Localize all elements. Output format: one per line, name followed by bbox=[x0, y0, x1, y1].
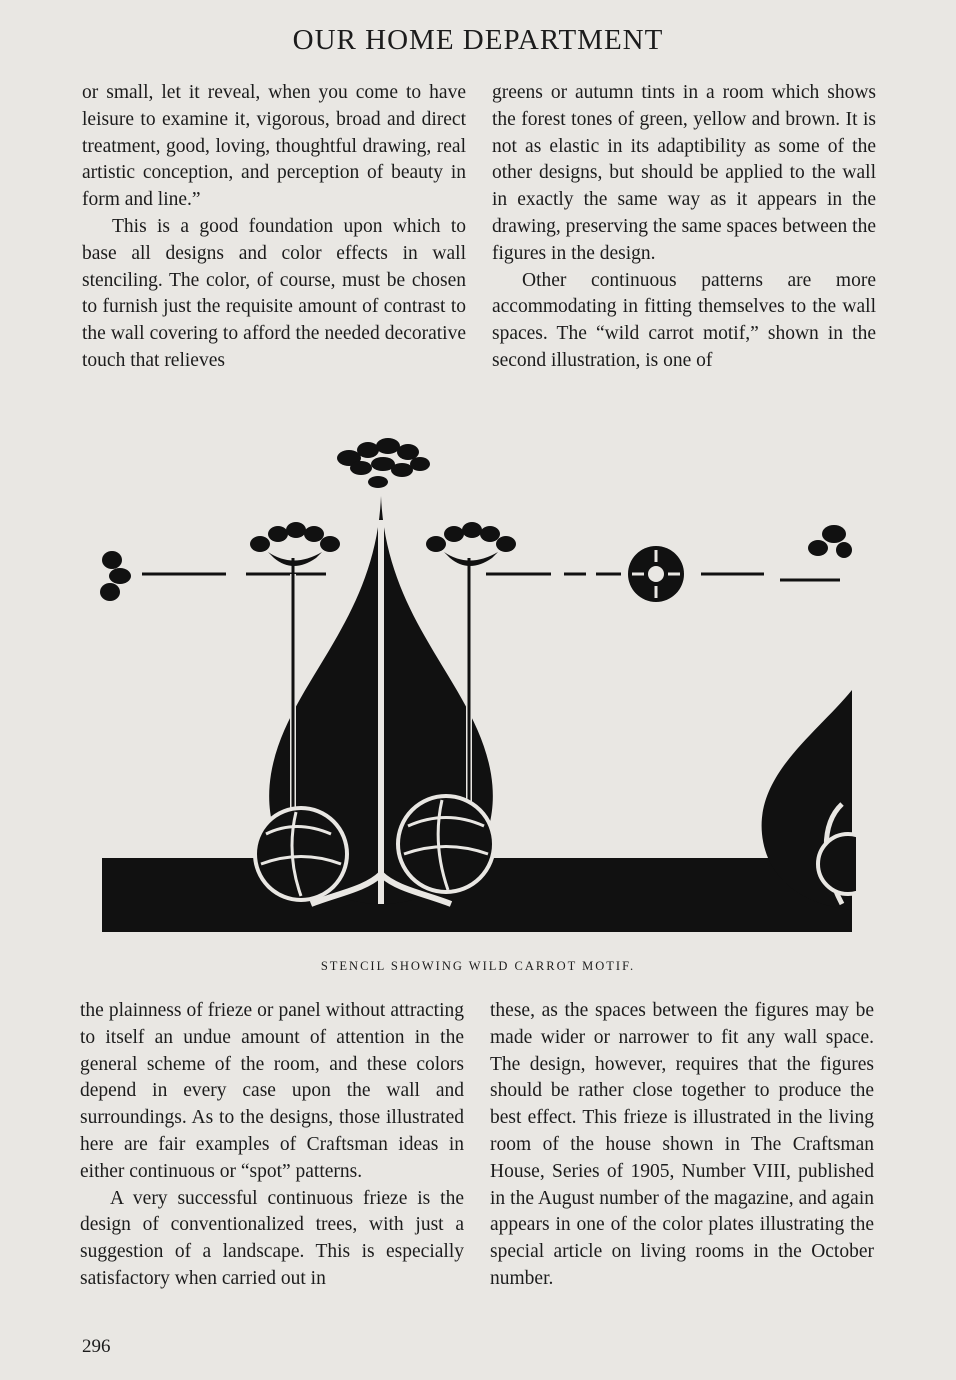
paragraph: or small, let it reveal, when you come to have leisure to examine it, vigorous, broad and direct treatment, good, loving, thoughtful drawing, real artistic conception, and perception of beauty in form and line.” bbox=[82, 82, 466, 211]
stencil-right-flower bbox=[426, 522, 516, 566]
column-bottom-right bbox=[490, 998, 874, 1293]
paragraph: A very successful continuous frieze is the design of conventionalized trees, with just a suggestion of a landscape. This is especially satisfactory when carried out in bbox=[80, 1187, 464, 1289]
paragraph: Other continuous patterns are more accommodating in fitting themselves to the wall spaces. The “wild carrot motif,” shown in the second illustration, is one of bbox=[492, 269, 876, 371]
column-bottom-left bbox=[80, 998, 464, 1293]
stencil-shrub-left bbox=[255, 808, 347, 900]
page-number: 296 bbox=[82, 1336, 111, 1357]
stencil-shrub-right bbox=[398, 796, 494, 892]
figure-caption: STENCIL SHOWING WILD CARROT MOTIF. bbox=[320, 959, 636, 973]
paragraph: these, as the spaces between the figures may be made wider or narrower to fit any wall space. The design, however, requires that the figures should be rather close together to produce the best effect. This frieze is illustrated in the living room of the house shown in The Craftsman House, Series of 1905, Number VIII, published in the August number of the magazine, and again appears in one of the color plates illustrating the special article on living rooms in the October number. bbox=[490, 1000, 874, 1289]
running-header: OUR HOME DEPARTMENT bbox=[292, 24, 664, 56]
stencil-right-edge-flower bbox=[808, 525, 852, 558]
stencil-rosette bbox=[628, 546, 684, 602]
paragraph: greens or autumn tints in a room which shows the forest tones of green, yellow and brown. It is not as elastic in its adaptibility as some of the other designs, but should be applied to the wall in exactly the same way as it appears in the drawing, preserving the same spaces between the figures in the design. bbox=[492, 82, 876, 264]
stencil-left-flower bbox=[250, 522, 340, 566]
stencil-dashed-line bbox=[142, 574, 840, 580]
wild-carrot-stencil-illustration bbox=[96, 434, 856, 934]
stencil-left-edge-flower bbox=[100, 551, 131, 601]
stencil-top-flower bbox=[337, 438, 430, 488]
paragraph: This is a good foundation upon which to base all designs and color effects in wall stenciling. The color, of course, must be chosen to furnish just the requisite amount of contrast to the wall covering to afford the needed decorative touch that relieves bbox=[82, 215, 466, 371]
column-top-right bbox=[492, 80, 876, 375]
column-top-left bbox=[82, 80, 466, 375]
paragraph: the plainness of frieze or panel without attracting to itself an undue amount of attention in the general scheme of the room, and these colors depend in every case upon the wall and surroundings. As to the designs, those illustrated here are fair examples of Craftsman ideas in either continuous or “spot” patterns. bbox=[80, 1000, 464, 1182]
